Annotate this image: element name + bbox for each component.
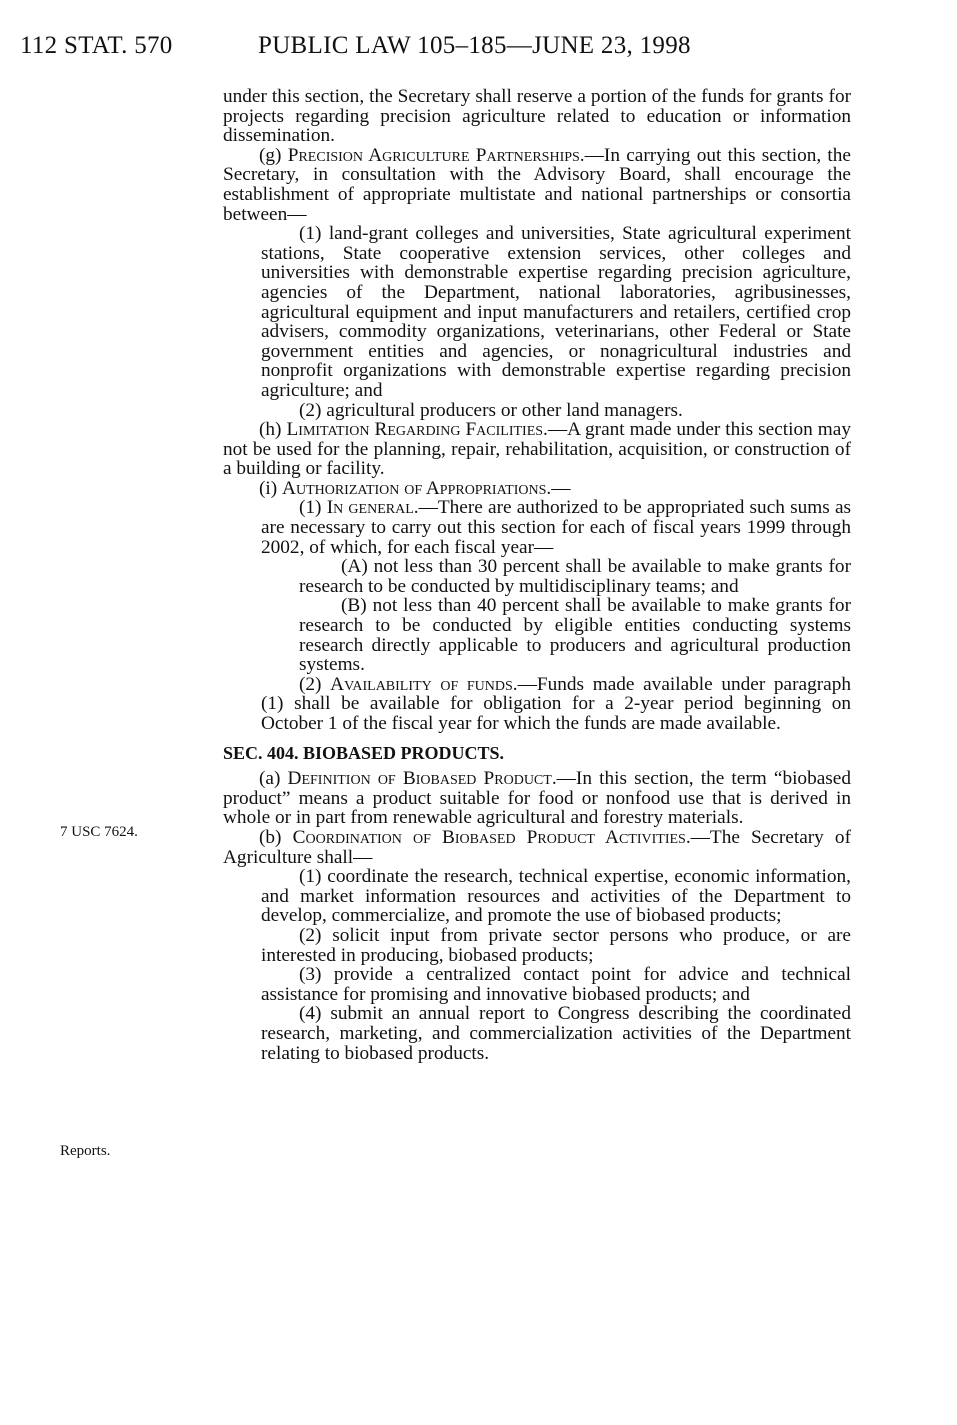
paragraph-i1-text: —There are authorized to be appropriated such sums as are necessary to carry out this section for each of fiscal years 1999 through 2002, of which, for each fiscal year— [261, 497, 852, 558]
usc-margin-note: 7 USC 7624. [60, 824, 138, 840]
subparagraph-b: (B) not less than 40 percent shall be available to make grants for research to be conducted by eligible entities conducting systems research directly applicable to producers and agricultural production systems. [299, 595, 851, 676]
section-heading: SEC. 404. BIOBASED PRODUCTS. [223, 742, 505, 763]
paragraph-b4: (4) submit an annual report to Congress describing the coordinated research, marketing, and commercialization activities of the Department relating to biobased products. [261, 1003, 851, 1064]
subsection-i-heading: Authorization of Appropriations. [282, 477, 552, 499]
paragraph-i1-heading: In general. [326, 497, 419, 519]
paragraph-g1: (1) land-grant colleges and universities, State agricultural experiment stations, State cooperative extension services, other colleges and universities with demonstrable expertise regarding precision agriculture, agencies of the Department, national laboratories, agribusinesses, agricultural equipment and input manufacturers and retailers, certified crop advisers, commodity organizations, veterinarians, other Federal or State government entities and agencies, or nonagricultural industries and nonprofit organizations with demonstrable expertise regarding precision agriculture; and [261, 223, 851, 401]
statute-citation: 112 STAT. 570 [20, 32, 173, 59]
subsection-h [223, 420, 851, 479]
subsection-a-label: (a) [259, 768, 288, 790]
subsection-a-heading: Definition of Biobased Product. [287, 768, 557, 790]
paragraph-i1-label: (1) [299, 497, 327, 519]
subsection-b-heading: Coordination of Biobased Product Activities. [292, 826, 691, 848]
subsection-g [223, 146, 851, 224]
subsection-h-text: —A grant made under this section may not be used for the planning, repair, rehabilitation, acquisition, or construction of a building or facility. [223, 419, 851, 480]
paragraph-i2-heading: Availability of funds. [330, 673, 518, 695]
paragraph-i2 [261, 675, 851, 734]
public-law-title: PUBLIC LAW 105–185—JUNE 23, 1998 [258, 32, 691, 59]
subsection-i-label: (i) [259, 477, 283, 499]
subsection-g-heading: Precision Agriculture Partnerships. [287, 144, 585, 166]
paragraph-continuation: under this section, the Secretary shall reserve a portion of the funds for grants for projects regarding precision agriculture related to education or information dissemination. [223, 86, 851, 147]
paragraph-g2: (2) agricultural producers or other land managers. [299, 399, 683, 421]
paragraph-b1: (1) coordinate the research, technical expertise, economic information, and market information resources and activities of the Department to develop, commercialize, and promote the use of biobased products; [261, 866, 851, 927]
subsection-h-label: (h) [259, 419, 287, 441]
reports-margin-note: Reports. [60, 1143, 111, 1159]
subparagraph-a: (A) not less than 30 percent shall be available to make grants for research to be conducted by multidisciplinary teams; and [299, 556, 851, 597]
subsection-b-label: (b) [259, 826, 293, 848]
paragraph-b2: (2) solicit input from private sector persons who produce, or are interested in producing, biobased products; [261, 924, 851, 966]
paragraph-i2-text: —Funds made available under paragraph (1) shall be available for obligation for a 2-year period beginning on October 1 of the fiscal year for which the funds are made available. [261, 673, 851, 734]
paragraph-i1 [261, 498, 851, 557]
subsection-i-text: — [551, 477, 571, 499]
page-header [20, 32, 847, 68]
subsection-b [223, 828, 851, 867]
paragraph-b3: (3) provide a centralized contact point for advice and technical assistance for promising and innovative biobased products; and [261, 964, 851, 1005]
subsection-h-heading: Limitation Regarding Facilities. [286, 419, 548, 441]
subsection-a [223, 769, 851, 828]
document-body [223, 87, 851, 1063]
subsection-a-text: —In this section, the term “biobased product” means a product suitable for food or nonfood use that is derived in whole or in part from renewable agricultural and forestry materials. [223, 768, 851, 829]
subsection-g-label: (g) [259, 144, 288, 166]
subsection-g-text: —In carrying out this section, the Secretary, in consultation with the Advisory Board, shall encourage the establishment of appropriate multistate and national partnerships or consortia between— [223, 144, 851, 225]
subsection-b-text: —The Secretary of Agriculture shall— [223, 826, 851, 868]
subsection-i [223, 479, 851, 499]
paragraph-i2-label: (2) [299, 673, 331, 695]
